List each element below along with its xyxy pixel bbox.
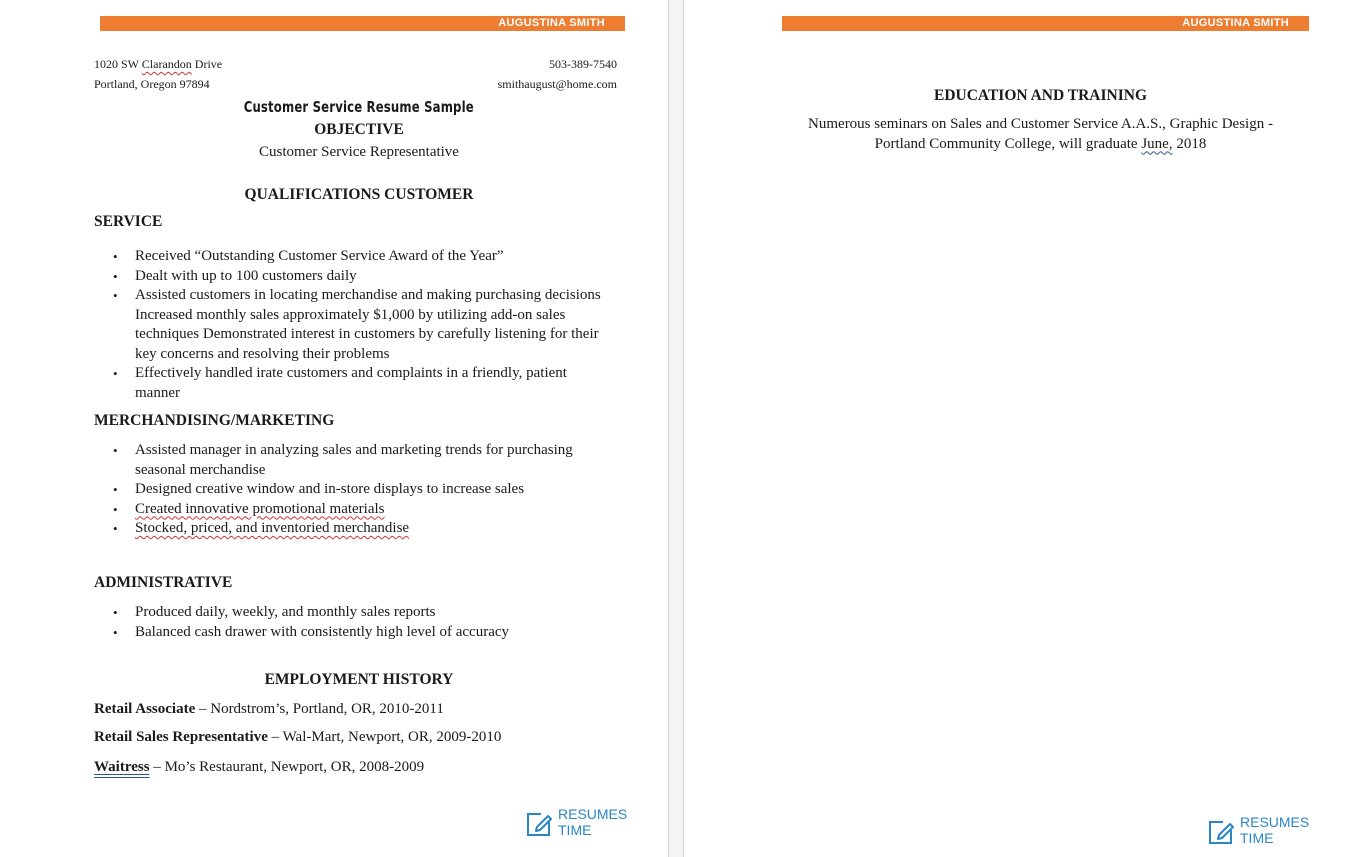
list-item: • Balanced cash drawer with consistently high level of accuracy — [113, 623, 633, 643]
document-title: Customer Service Resume Sample — [243, 98, 474, 116]
list-item: • Effectively handled irate customers and complaints in a friendly, patient — [113, 364, 633, 384]
administrative-heading: ADMINISTRATIVE — [94, 574, 233, 591]
job-entry: Retail Sales Representative – Wal-Mart, Newport, OR, 2009-2010 — [94, 729, 502, 745]
qualifications-heading: QUALIFICATIONS CUSTOMER — [244, 186, 474, 203]
education-text: Numerous seminars on Sales and Customer Service A.A.S., Graphic Design - Portland Community College, will graduate June, 2018 — [808, 116, 1273, 152]
edit-square-icon — [1207, 818, 1235, 846]
list-item — [113, 519, 633, 539]
merchandising-heading: MERCHANDISING/MARKETING — [94, 412, 335, 429]
list-item: key concerns and resolving their problems — [135, 345, 390, 362]
objective-heading: OBJECTIVE — [314, 121, 404, 138]
job-entry: Retail Associate – Nordstrom’s, Portland, OR, 2010-2011 — [94, 701, 444, 717]
spell-flagged-text[interactable]: Created innovative promotional materials — [135, 500, 385, 517]
resumes-time-logo — [525, 806, 635, 846]
objective-text: Customer Service Representative — [259, 144, 459, 160]
list-item: techniques Demonstrated interest in customers by carefully listening for their — [135, 326, 599, 342]
page-gutter — [668, 0, 684, 857]
logo-wordmark: RESUMES TIME — [1240, 814, 1310, 846]
employment-heading: EMPLOYMENT HISTORY — [264, 671, 454, 688]
contact-block — [440, 54, 617, 94]
list-item — [113, 500, 633, 520]
list-item: • Dealt with up to 100 customers daily — [113, 267, 633, 287]
resume-page-1 — [0, 0, 668, 857]
list-item: manner — [135, 384, 180, 401]
logo-wordmark: RESUMES TIME — [558, 806, 628, 838]
list-item: • Designed creative window and in-store displays to increase sales — [113, 480, 633, 500]
list-item: Increased monthly sales approximately $1,000 by utilizing add-on sales — [135, 306, 566, 323]
edit-square-icon — [525, 810, 553, 838]
list-item: • Received “Outstanding Customer Service Award of the Year” — [113, 247, 633, 267]
resumes-time-logo — [1207, 814, 1317, 854]
name-banner: AUGUSTINA SMITH — [782, 16, 1309, 31]
list-item: • Assisted manager in analyzing sales and marketing trends for purchasing — [113, 441, 633, 461]
street-address: 1020 SW Clarandon Drive — [94, 57, 223, 71]
job-entry: Waitress – Mo’s Restaurant, Newport, OR, 2008-2009 — [94, 759, 425, 775]
spell-flagged-text[interactable]: Stocked, priced, and inventoried merchandise — [135, 520, 410, 536]
city-line: Portland, Oregon 97894 — [94, 77, 210, 91]
phone-number: 503-389-7540 — [549, 57, 617, 71]
resume-page-2 — [684, 0, 1347, 857]
service-heading: SERVICE — [94, 213, 163, 230]
email-address: smithaugust@home.com — [497, 77, 617, 91]
name-banner: AUGUSTINA SMITH — [100, 16, 625, 31]
merchandising-list — [113, 441, 633, 539]
administrative-list — [113, 603, 633, 642]
service-list — [113, 247, 633, 403]
list-item: seasonal merchandise — [135, 461, 266, 478]
grammar-flagged-word[interactable]: June, — [1141, 135, 1173, 152]
list-item: • Produced daily, weekly, and monthly sales reports — [113, 603, 633, 623]
list-item: • Assisted customers in locating merchandise and making purchasing decisions — [113, 286, 633, 306]
address-block — [94, 54, 222, 94]
spell-flagged-word[interactable]: Clarandon — [141, 57, 192, 71]
grammar-flagged-word[interactable]: Waitress — [94, 759, 150, 775]
education-heading: EDUCATION AND TRAINING — [933, 87, 1147, 104]
